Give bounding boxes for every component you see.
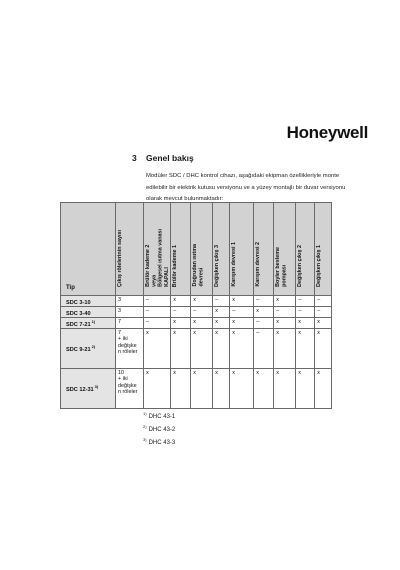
table-cell: x <box>230 329 254 369</box>
table-row <box>61 296 332 307</box>
table-cell: – <box>144 318 171 329</box>
table-cell: x <box>274 329 296 369</box>
table-cell: – <box>296 296 315 307</box>
relay-count-cell: 10 + iki değişke n röleler <box>116 369 144 409</box>
row-type-label: SDC 3-10 <box>61 296 116 307</box>
table-cell: – <box>230 307 254 318</box>
table-cell: x <box>230 296 254 307</box>
table-cell: – <box>191 307 213 318</box>
table-cell: x <box>315 369 332 409</box>
table-cell: x <box>191 369 213 409</box>
column-header: Değişken çıkış 1 <box>315 203 332 296</box>
relay-count-cell: 3 <box>116 296 144 307</box>
table-row <box>61 329 332 369</box>
footnote: $^{1)}$DHC 43-1 <box>143 411 176 420</box>
table-cell: x <box>230 369 254 409</box>
table-row <box>61 318 332 329</box>
column-header: Doğrudan ısıtma devresi <box>191 203 213 296</box>
table-cell: – <box>171 307 191 318</box>
table-cell: x <box>254 369 274 409</box>
column-header: Değişken çıkış 2 <box>296 203 315 296</box>
tip-column-header: Tip <box>61 203 116 296</box>
row-type-label: SDC 7-21$^{1)}$ <box>61 318 116 329</box>
table-cell: x <box>274 296 296 307</box>
table-cell: x <box>296 329 315 369</box>
column-header: Karışım devresi 2 <box>254 203 274 296</box>
table-header-row <box>61 203 332 296</box>
column-header: Boyler besleme pompası <box>274 203 296 296</box>
table-cell: x <box>254 307 274 318</box>
footnotes <box>143 407 175 446</box>
row-type-label: SDC 3-40 <box>61 307 116 318</box>
relay-count-cell: 3 <box>116 307 144 318</box>
table-cell: – <box>254 318 274 329</box>
relay-count-cell: 7 + iki değişke n röleler <box>116 329 144 369</box>
table-cell: x <box>274 318 296 329</box>
table-row <box>61 307 332 318</box>
table-cell: x <box>213 329 230 369</box>
equipment-overview-table <box>60 202 332 409</box>
row-type-label: SDC 12-31$^{3)}$ <box>61 369 116 409</box>
table-cell: x <box>315 329 332 369</box>
section-number: 3 <box>132 153 137 163</box>
column-header: Brülör kademe 1 <box>171 203 191 296</box>
table-cell: x <box>213 307 230 318</box>
table-cell: – <box>315 296 332 307</box>
column-header: Brülör kademe 2 veya Bölgesel ısıtma vanası KAPALI <box>144 203 171 296</box>
table-cell: x <box>144 369 171 409</box>
footnote: $^{3)}$DHC 43-3 <box>143 437 176 446</box>
relay-count-cell: 7 <box>116 318 144 329</box>
table-cell: x <box>144 329 171 369</box>
table-cell: x <box>213 318 230 329</box>
table-cell: – <box>144 296 171 307</box>
table-cell: x <box>213 369 230 409</box>
table-cell: x <box>315 318 332 329</box>
table-row <box>61 369 332 409</box>
table-cell: x <box>274 369 296 409</box>
intro-paragraph: Modüler SDC / DHC kontrol cihazı, aşağıdaki ekipman özellikleriyle monte edilebilir bir elektrik kutusu versiyonu ve a yüzey montajlı bir duvar versiyonu olarak mevcut bulunmaktadır: <box>146 173 346 202</box>
table-cell: x <box>191 318 213 329</box>
table-cell: x <box>296 318 315 329</box>
table-cell: x <box>171 369 191 409</box>
table-cell: x <box>171 296 191 307</box>
table-cell: – <box>213 296 230 307</box>
table-cell: x <box>171 329 191 369</box>
column-header: Karışım devresi 1 <box>230 203 254 296</box>
table-cell: – <box>296 307 315 318</box>
table-cell: – <box>274 307 296 318</box>
honeywell-logo: Honeywell <box>286 123 368 142</box>
footnote: $^{2)}$DHC 43-2 <box>143 424 176 433</box>
section-title: Genel bakış <box>146 153 194 163</box>
column-header: Çıkış rölelerinin sayısı <box>116 203 144 296</box>
table-cell: x <box>171 318 191 329</box>
column-header: Değişken çıkış 3 <box>213 203 230 296</box>
table-cell: x <box>191 329 213 369</box>
table-cell: – <box>315 307 332 318</box>
table-cell: x <box>191 296 213 307</box>
row-type-label: SDC 9-21$^{2)}$ <box>61 329 116 369</box>
table-cell: x <box>230 318 254 329</box>
table-cell: – <box>254 296 274 307</box>
table-cell: – <box>144 307 171 318</box>
table-cell: – <box>254 329 274 369</box>
table-cell: x <box>296 369 315 409</box>
